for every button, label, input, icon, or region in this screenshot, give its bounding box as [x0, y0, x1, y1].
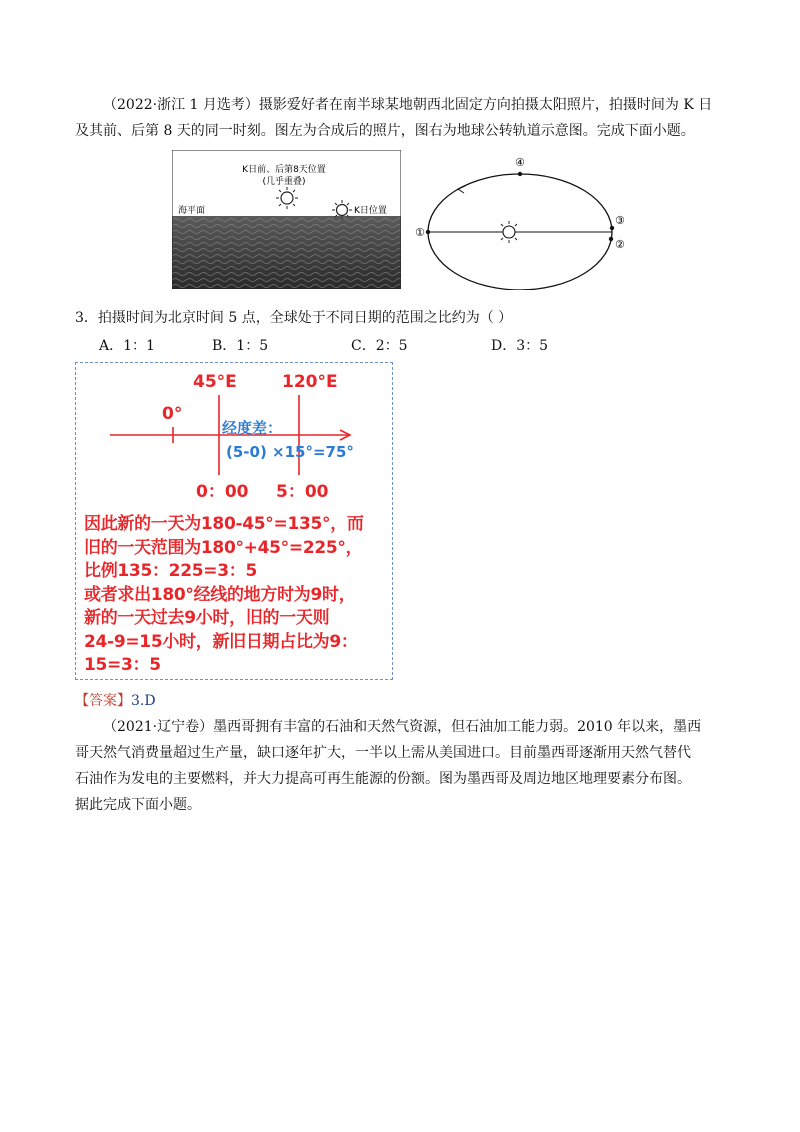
answer-label: 【答案】 [75, 693, 131, 709]
label-k-day: K日位置 [354, 206, 387, 216]
solution-line: 或者求出180°经线的地方时为9时， [84, 584, 356, 605]
label-45e: 45°E [193, 372, 237, 392]
longitude-diagram [76, 363, 394, 503]
passage-line: 石油作为发电的主要燃料，并大力提高可再生能源的份额。图为墨西哥及周边地区地理要素分布图。 [75, 771, 691, 787]
intro-paragraph [75, 92, 727, 144]
label-nearly-overlap: (几乎重叠) [262, 177, 306, 187]
solution-line: 新的一天过去9小时，旧的一天则 [84, 608, 330, 628]
solution-line: 因此新的一天为180-45°=135°，而 [84, 514, 364, 534]
orbit-point-3: ③ [615, 214, 625, 227]
question-3 [75, 307, 512, 327]
solution-box [75, 362, 393, 680]
orbit-figure [407, 150, 633, 290]
label-120e: 120°E [282, 372, 338, 392]
label-time-5: 5：00 [276, 482, 329, 502]
question-number: 3． [75, 310, 98, 326]
label-lon-diff: 经度差： [222, 419, 283, 437]
passage-2 [75, 714, 727, 818]
solution-line: 24-9=15小时，新旧日期占比为9： [84, 631, 358, 652]
label-0deg: 0° [162, 404, 183, 424]
sun-k-day [332, 200, 352, 220]
intro-line1: 摄影爱好者在南半球某地朝西北固定方向拍摄太阳照片，拍摄时间为 K 日 [258, 97, 713, 113]
label-sea-level: 海平面 [178, 206, 206, 216]
solution-line: 比例135：225=3：5 [84, 561, 257, 581]
intro-line2: 及其前、后第 8 天的同一时刻。图左为合成后的照片，图右为地球公转轨道示意图。完成下面小题。 [75, 123, 695, 139]
orbit-point-1: ① [415, 226, 425, 239]
solution-text [84, 513, 389, 678]
label-time-0: 0：00 [196, 482, 249, 502]
solution-line: 15=3：5 [84, 655, 161, 675]
option-b[interactable]: B．1：5 [212, 338, 269, 354]
passage-line: 哥天然气消费量超过生产量，缺口逐年扩大，一半以上需从美国进口。目前墨西哥逐渐用天然气替代 [75, 745, 691, 761]
orbit-direction-arrow-icon [458, 186, 465, 193]
answer [75, 690, 156, 710]
passage-line: （2021·辽宁卷）墨西哥拥有丰富的石油和天然气资源，但石油加工能力弱。2010 年以来，墨西 [103, 719, 702, 735]
solution-line: 旧的一天范围为180°+45°=225°， [84, 537, 363, 558]
label-k-before-after: K日前、后第8天位置 [242, 165, 326, 175]
answer-value: 3.D [131, 693, 156, 709]
orbit-point-4: ④ [515, 156, 525, 169]
option-a[interactable]: A．1：1 [99, 338, 155, 354]
label-lon-formula: (5-0) ×15°=75° [226, 443, 354, 461]
intro-source: （2022·浙江 1 月选考） [103, 97, 259, 113]
orbit-point-2: ② [615, 238, 625, 251]
option-d[interactable]: D．3：5 [491, 338, 549, 354]
option-c[interactable]: C．2：5 [351, 338, 408, 354]
sun-photo-figure [172, 150, 401, 289]
question-text: 拍摄时间为北京时间 5 点，全球处于不同日期的范围之比约为（ ） [97, 310, 513, 326]
passage-line: 据此完成下面小题。 [75, 797, 201, 813]
